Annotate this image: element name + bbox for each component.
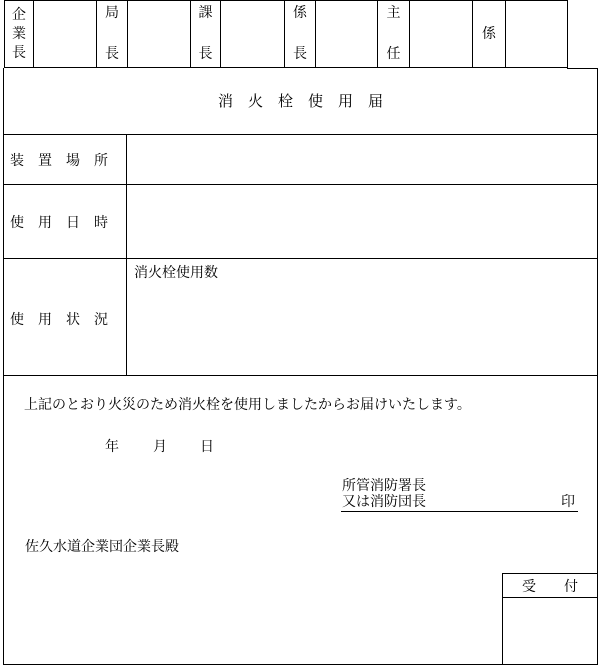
signature-underline (341, 511, 578, 512)
approval-label-kakari: 係 (482, 25, 496, 42)
approval-label-kakaricho: 係 長 (293, 5, 307, 62)
addressee-text: 佐久水道企業団企業長殿 (25, 539, 179, 555)
approval-label-kyokucho: 局 長 (105, 5, 119, 62)
location-field[interactable] (127, 135, 597, 184)
approval-label-kacho: 課 長 (198, 5, 213, 62)
form-title: 消 火 栓 使 用 届 (217, 92, 383, 110)
approval-label-shunin: 主 任 (386, 5, 401, 62)
approval-label-kigyocho: 企 業 長 (12, 6, 26, 61)
signer-line1: 所管消防署長 (342, 478, 426, 494)
signer-line2: 又は消防団長 (342, 494, 426, 510)
signature-field[interactable] (440, 494, 558, 511)
date-day-label: 日 (200, 439, 214, 455)
receipt-stamp-field[interactable] (503, 598, 597, 664)
seal-mark: 印 (561, 494, 575, 510)
datetime-field[interactable] (127, 185, 597, 258)
date-month-label: 月 (153, 439, 167, 455)
statement-text: 上記のとおり火災のため消火栓を使用しましたからお届けいたします。 (24, 397, 471, 413)
receipt-label: 受 付 (522, 579, 578, 595)
date-year-label: 年 (105, 439, 119, 455)
status-label: 使 用 状 況 (10, 312, 108, 328)
location-label: 装 置 場 所 (10, 153, 108, 169)
datetime-label: 使 用 日 時 (10, 215, 108, 231)
status-field[interactable] (127, 282, 597, 375)
usage-count-label: 消火栓使用数 (134, 265, 218, 281)
